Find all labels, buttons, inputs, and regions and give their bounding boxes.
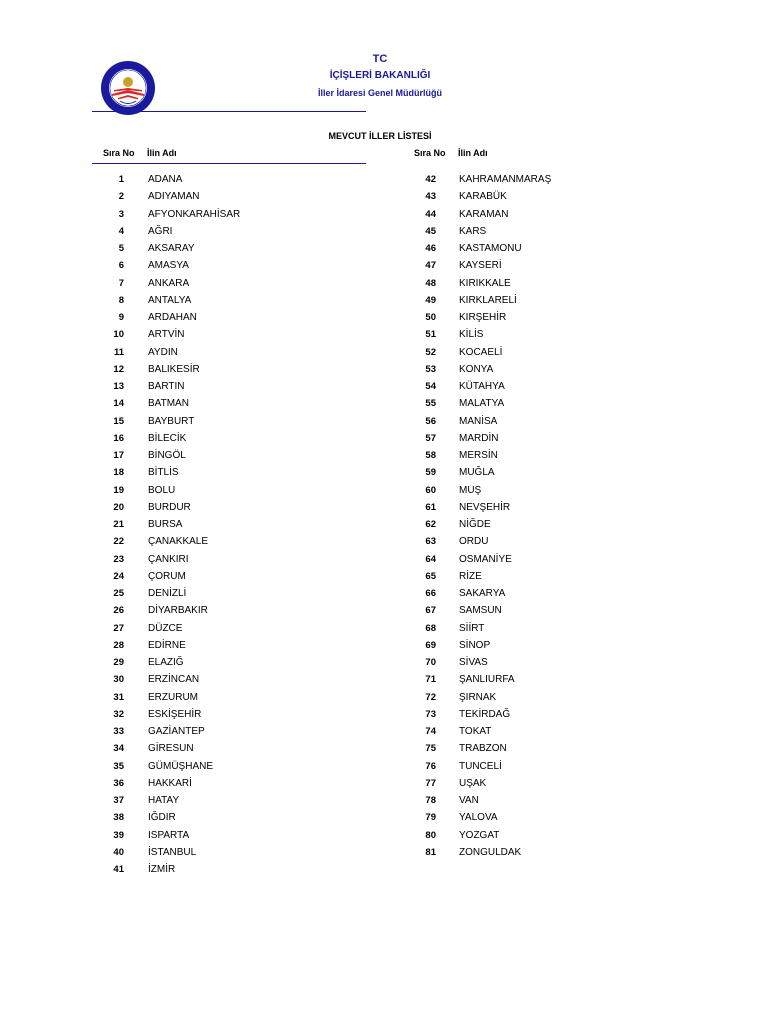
province-number: 31 xyxy=(113,691,124,703)
province-number: 46 xyxy=(425,243,436,254)
province-number: 36 xyxy=(113,777,124,789)
province-number: 58 xyxy=(425,450,436,461)
province-name: BİLECİK xyxy=(148,432,187,444)
province-name: ARTVİN xyxy=(148,329,185,341)
province-number: 41 xyxy=(113,864,124,875)
province-name: ANTALYA xyxy=(148,294,192,306)
province-number: 37 xyxy=(113,795,124,806)
province-name: ARDAHAN xyxy=(148,312,197,323)
province-number: 64 xyxy=(425,553,436,565)
province-name: KIRIKKALE xyxy=(459,277,511,289)
province-number: 42 xyxy=(425,174,436,185)
province-name: YOZGAT xyxy=(459,829,500,841)
province-name: IĞDIR xyxy=(148,812,176,824)
province-name: KOCAELİ xyxy=(459,346,503,358)
province-number: 21 xyxy=(113,519,124,530)
province-name: BARTIN xyxy=(148,381,185,392)
list-title: MEVCUT İLLER LİSTESİ xyxy=(328,131,432,141)
province-name: TOKAT xyxy=(459,726,492,737)
province-name: SİNOP xyxy=(459,639,491,651)
province-name: ISPARTA xyxy=(148,829,190,841)
province-number: 73 xyxy=(425,708,436,720)
province-name: AFYONKARAHİSAR xyxy=(148,208,241,220)
province-number: 28 xyxy=(113,639,124,651)
province-number: 38 xyxy=(113,812,124,824)
province-number: 72 xyxy=(425,691,436,703)
province-name: BİTLİS xyxy=(148,467,179,479)
province-number: 39 xyxy=(113,829,124,841)
province-name: BURDUR xyxy=(148,501,191,513)
province-name: TEKİRDAĞ xyxy=(459,708,511,720)
province-number: 34 xyxy=(113,743,124,755)
province-number: 74 xyxy=(425,726,436,737)
province-number: 12 xyxy=(113,363,124,375)
province-number: 65 xyxy=(425,570,436,582)
province-name: HATAY xyxy=(148,795,180,806)
province-number: 54 xyxy=(425,381,436,392)
province-number: 29 xyxy=(113,657,124,668)
province-number: 81 xyxy=(425,846,436,858)
province-number: 8 xyxy=(118,294,124,306)
province-name: KAYSERİ xyxy=(459,260,502,272)
province-name: KONYA xyxy=(459,363,494,375)
province-number: 48 xyxy=(425,277,436,289)
province-number: 63 xyxy=(425,536,436,548)
left-column-header-name: İlin Adı xyxy=(147,148,177,158)
province-name: MANİSA xyxy=(459,415,498,427)
province-number: 32 xyxy=(113,708,124,720)
province-number: 11 xyxy=(113,346,124,358)
province-number: 76 xyxy=(425,760,436,772)
province-number: 13 xyxy=(113,381,124,392)
province-name: BOLU xyxy=(148,484,176,496)
header-ministry: İÇİŞLERİ BAKANLIĞI xyxy=(329,70,431,81)
province-name: MUĞLA xyxy=(459,467,495,479)
header-divider xyxy=(92,111,366,112)
province-number: 71 xyxy=(425,674,436,686)
province-name: OSMANİYE xyxy=(459,553,512,565)
ministry-seal-logo xyxy=(100,60,156,116)
province-number: 9 xyxy=(118,312,124,323)
province-number: 4 xyxy=(118,225,124,237)
province-number: 7 xyxy=(118,277,124,289)
province-number: 79 xyxy=(425,812,436,824)
province-name: ERZURUM xyxy=(148,691,198,703)
province-name: KİLİS xyxy=(459,329,484,341)
province-number: 20 xyxy=(113,501,124,513)
province-number: 6 xyxy=(118,260,124,272)
province-number: 52 xyxy=(425,346,436,358)
province-number: 35 xyxy=(113,760,124,772)
province-number: 22 xyxy=(113,536,124,548)
province-name: DİYARBAKIR xyxy=(148,605,208,617)
province-name: KARAMAN xyxy=(459,208,509,220)
province-name: DENİZLİ xyxy=(148,588,187,599)
province-name: AKSARAY xyxy=(148,243,195,254)
province-number: 55 xyxy=(425,398,436,410)
province-number: 5 xyxy=(118,243,124,254)
province-name: MARDİN xyxy=(459,432,499,444)
province-name: DÜZCE xyxy=(148,622,183,634)
province-name: ÇANKIRI xyxy=(148,553,189,565)
header-directorate: İller İdaresi Genel Müdürlüğü xyxy=(317,88,443,98)
province-number: 45 xyxy=(425,225,436,237)
province-name: EDİRNE xyxy=(148,639,186,651)
province-number: 15 xyxy=(113,415,124,427)
province-name: KIRKLARELİ xyxy=(459,294,517,306)
province-name: VAN xyxy=(459,795,479,806)
province-name: TUNCELİ xyxy=(459,760,502,772)
province-number: 24 xyxy=(113,570,124,582)
province-name: AYDIN xyxy=(148,346,178,358)
province-number: 26 xyxy=(113,605,124,617)
province-number: 50 xyxy=(425,312,436,323)
province-number: 40 xyxy=(113,846,124,858)
province-name: NİĞDE xyxy=(459,519,491,530)
province-name: BURSA xyxy=(148,519,183,530)
province-name: HAKKARİ xyxy=(148,777,192,789)
province-number: 3 xyxy=(118,208,124,220)
province-number: 27 xyxy=(113,622,124,634)
province-name: MALATYA xyxy=(459,398,505,410)
province-number: 49 xyxy=(425,294,436,306)
province-name: GAZİANTEP xyxy=(148,726,205,737)
province-name: KAHRAMANMARAŞ xyxy=(459,174,552,185)
province-number: 68 xyxy=(425,622,436,634)
right-column-header-no: Sıra No xyxy=(414,148,446,158)
province-name: KARS xyxy=(459,225,487,237)
province-name: MERSİN xyxy=(459,450,498,461)
province-name: ŞIRNAK xyxy=(459,691,497,703)
province-name: ELAZIĞ xyxy=(148,657,184,668)
province-name: SİİRT xyxy=(459,622,485,634)
province-number: 80 xyxy=(425,829,436,841)
province-number: 67 xyxy=(425,605,436,617)
province-number: 77 xyxy=(425,777,436,789)
province-name: KIRŞEHİR xyxy=(459,312,507,323)
province-number: 23 xyxy=(113,553,124,565)
province-name: SAKARYA xyxy=(459,588,506,599)
province-name: ADIYAMAN xyxy=(148,191,200,203)
province-name: SAMSUN xyxy=(459,605,502,617)
province-number: 51 xyxy=(425,329,436,341)
province-number: 62 xyxy=(425,519,436,530)
province-name: ORDU xyxy=(459,536,489,548)
province-number: 57 xyxy=(425,432,436,444)
province-name: YALOVA xyxy=(459,812,498,824)
province-number: 43 xyxy=(425,191,436,203)
province-name: UŞAK xyxy=(459,777,487,789)
province-name: BİNGÖL xyxy=(148,450,186,461)
province-number: 2 xyxy=(118,191,124,203)
province-name: İSTANBUL xyxy=(148,846,197,858)
province-name: BATMAN xyxy=(148,398,189,410)
province-number: 60 xyxy=(425,484,436,496)
province-name: BAYBURT xyxy=(148,415,195,427)
province-number: 69 xyxy=(425,639,436,651)
province-name: BALIKESİR xyxy=(148,363,200,375)
province-name: KASTAMONU xyxy=(459,243,522,254)
province-number: 17 xyxy=(113,450,124,461)
province-name: KÜTAHYA xyxy=(459,381,505,392)
column-header-divider xyxy=(92,163,366,164)
province-name: ÇANAKKALE xyxy=(148,536,209,548)
left-column-header-no: Sıra No xyxy=(103,148,135,158)
province-name: NEVŞEHİR xyxy=(459,501,511,513)
province-name: MUŞ xyxy=(459,484,482,496)
province-number: 25 xyxy=(113,588,124,599)
province-name: GİRESUN xyxy=(148,743,194,755)
province-number: 10 xyxy=(113,329,124,341)
province-name: GÜMÜŞHANE xyxy=(148,760,214,772)
province-number: 59 xyxy=(425,467,436,479)
province-name: ANKARA xyxy=(148,277,190,289)
right-column-header-name: İlin Adı xyxy=(458,148,488,158)
province-number: 33 xyxy=(113,726,124,737)
province-name: AĞRI xyxy=(148,225,173,237)
province-name: ERZİNCAN xyxy=(148,674,200,686)
province-number: 75 xyxy=(425,743,436,755)
province-number: 61 xyxy=(425,501,436,513)
province-number: 14 xyxy=(113,398,124,410)
province-number: 18 xyxy=(113,467,124,479)
province-number: 78 xyxy=(425,795,436,806)
province-number: 56 xyxy=(425,415,436,427)
province-number: 19 xyxy=(113,484,124,496)
province-name: KARABÜK xyxy=(459,191,507,203)
province-name: İZMİR xyxy=(148,864,176,875)
province-name: TRABZON xyxy=(459,743,507,755)
province-number: 53 xyxy=(425,363,436,375)
province-number: 70 xyxy=(425,657,436,668)
province-number: 47 xyxy=(425,260,436,272)
province-number: 66 xyxy=(425,588,436,599)
province-number: 30 xyxy=(113,674,124,686)
province-name: ÇORUM xyxy=(148,570,186,582)
province-name: SİVAS xyxy=(459,657,488,668)
province-name: ESKİŞEHİR xyxy=(148,708,202,720)
province-name: ZONGULDAK xyxy=(459,846,522,858)
province-number: 44 xyxy=(425,208,436,220)
province-number: 16 xyxy=(113,432,124,444)
header-tc: TC xyxy=(372,53,388,65)
province-name: ŞANLIURFA xyxy=(459,674,515,686)
province-name: AMASYA xyxy=(148,260,189,272)
province-number: 1 xyxy=(118,174,124,185)
province-name: ADANA xyxy=(148,174,183,185)
province-name: RİZE xyxy=(459,570,482,582)
